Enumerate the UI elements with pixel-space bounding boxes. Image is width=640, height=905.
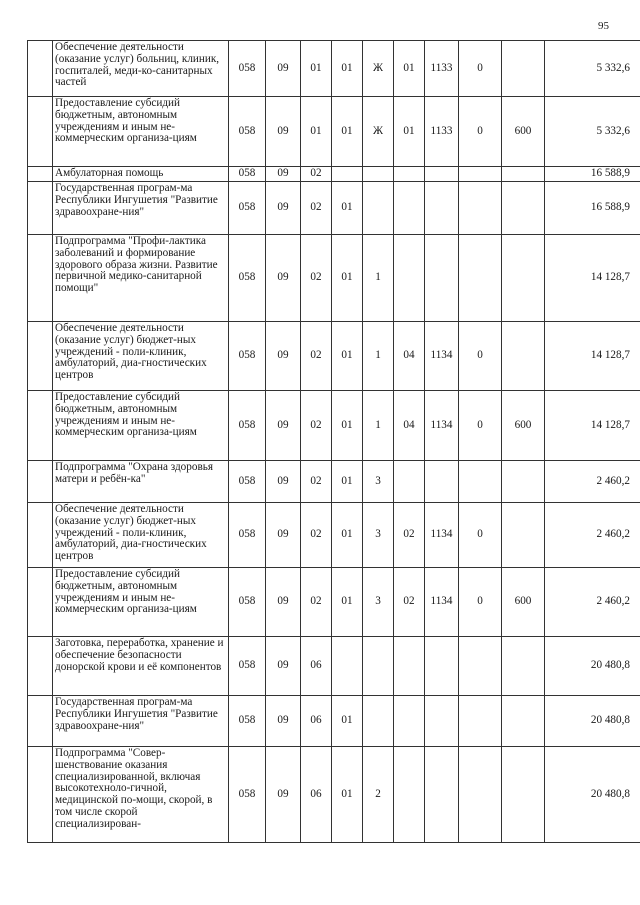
program-cell: 01 [332, 568, 363, 637]
item-name-cell: Обеспечение деятельности (оказание услуг) бюджет-ных учреждений - поли-клиник, амбулаторий, диа-гностических центров [53, 503, 229, 568]
section-cell: 09 [266, 461, 301, 503]
expense-type-cell [502, 167, 545, 182]
item-name-cell: Амбулаторная помощь [53, 167, 229, 182]
national-project-cell: 0 [459, 568, 502, 637]
subprogram-cell: 3 [363, 568, 394, 637]
item-name-cell: Предоставление субсидий бюджетным, автономным учреждениям и иным не-коммерческим организа-циям [53, 97, 229, 167]
section-cell: 09 [266, 235, 301, 322]
ministry-code-cell: 058 [229, 322, 266, 391]
row-marker-cell [28, 637, 53, 696]
subprogram-cell: Ж [363, 97, 394, 167]
subsection-cell: 06 [301, 696, 332, 747]
item-name-cell: Предоставление субсидий бюджетным, автономным учреждениям и иным не-коммерческим организа-циям [53, 391, 229, 461]
subprogram-cell [363, 182, 394, 235]
direction-cell [425, 182, 459, 235]
section-cell: 09 [266, 322, 301, 391]
element-cell: 04 [394, 322, 425, 391]
program-cell: 01 [332, 322, 363, 391]
amount-cell: 5 332,6 [545, 41, 640, 97]
subsection-cell: 01 [301, 97, 332, 167]
amount-cell: 20 480,8 [545, 637, 640, 696]
item-name-cell: Подпрограмма "Профи-лактика заболеваний и формирование здорового образа жизни. Развитие первичной медико-санитарной помощи" [53, 235, 229, 322]
section-cell: 09 [266, 503, 301, 568]
section-cell: 09 [266, 747, 301, 843]
row-marker-cell [28, 97, 53, 167]
subsection-cell: 02 [301, 461, 332, 503]
national-project-cell [459, 461, 502, 503]
subsection-cell: 06 [301, 637, 332, 696]
subsection-cell: 02 [301, 235, 332, 322]
section-cell: 09 [266, 97, 301, 167]
program-cell: 01 [332, 182, 363, 235]
table-row [28, 97, 640, 167]
row-marker-cell [28, 696, 53, 747]
ministry-code-cell: 058 [229, 391, 266, 461]
program-cell: 01 [332, 461, 363, 503]
amount-cell: 2 460,2 [545, 503, 640, 568]
amount-cell: 2 460,2 [545, 461, 640, 503]
national-project-cell [459, 696, 502, 747]
national-project-cell: 0 [459, 503, 502, 568]
national-project-cell [459, 235, 502, 322]
section-cell: 09 [266, 41, 301, 97]
element-cell: 04 [394, 391, 425, 461]
subprogram-cell [363, 167, 394, 182]
subprogram-cell: 3 [363, 503, 394, 568]
expense-type-cell [502, 322, 545, 391]
national-project-cell [459, 167, 502, 182]
row-marker-cell [28, 41, 53, 97]
program-cell: 01 [332, 41, 363, 97]
section-cell: 09 [266, 637, 301, 696]
row-marker-cell [28, 391, 53, 461]
subsection-cell: 02 [301, 182, 332, 235]
direction-cell [425, 461, 459, 503]
table-row [28, 461, 640, 503]
program-cell: 01 [332, 235, 363, 322]
expense-type-cell [502, 235, 545, 322]
amount-cell: 16 588,9 [545, 182, 640, 235]
element-cell [394, 696, 425, 747]
table-row [28, 322, 640, 391]
item-name-cell: Подпрограмма "Совер-шенствование оказания специализированной, включая высокотехноло-гичной, медицинской по-мощи, скорой, в том числе скорой специализирован- [53, 747, 229, 843]
subprogram-cell [363, 637, 394, 696]
direction-cell: 1133 [425, 97, 459, 167]
amount-cell: 14 128,7 [545, 391, 640, 461]
ministry-code-cell: 058 [229, 568, 266, 637]
direction-cell [425, 235, 459, 322]
subprogram-cell [363, 696, 394, 747]
national-project-cell [459, 637, 502, 696]
subprogram-cell: Ж [363, 41, 394, 97]
element-cell: 01 [394, 97, 425, 167]
element-cell [394, 167, 425, 182]
program-cell: 01 [332, 747, 363, 843]
section-cell: 09 [266, 167, 301, 182]
amount-cell: 2 460,2 [545, 568, 640, 637]
subprogram-cell: 2 [363, 747, 394, 843]
program-cell: 01 [332, 503, 363, 568]
ministry-code-cell: 058 [229, 235, 266, 322]
ministry-code-cell: 058 [229, 167, 266, 182]
subprogram-cell: 1 [363, 322, 394, 391]
row-marker-cell [28, 747, 53, 843]
element-cell: 02 [394, 568, 425, 637]
page-number: 95 [598, 20, 609, 32]
table-row [28, 747, 640, 843]
element-cell [394, 235, 425, 322]
expense-type-cell [502, 182, 545, 235]
expense-type-cell [502, 696, 545, 747]
item-name-cell: Обеспечение деятельности (оказание услуг) бюджет-ных учреждений - поли-клиник, амбулаторий, диа-гностических центров [53, 322, 229, 391]
expense-type-cell: 600 [502, 391, 545, 461]
expense-type-cell: 600 [502, 97, 545, 167]
direction-cell: 1133 [425, 41, 459, 97]
national-project-cell [459, 747, 502, 843]
element-cell: 02 [394, 503, 425, 568]
budget-table-body [28, 41, 640, 843]
subsection-cell: 06 [301, 747, 332, 843]
program-cell: 01 [332, 391, 363, 461]
section-cell: 09 [266, 391, 301, 461]
element-cell: 01 [394, 41, 425, 97]
budget-table [27, 40, 640, 843]
item-name-cell: Предоставление субсидий бюджетным, автономным учреждениям и иным не-коммерческим организа-циям [53, 568, 229, 637]
row-marker-cell [28, 322, 53, 391]
section-cell: 09 [266, 182, 301, 235]
subsection-cell: 02 [301, 167, 332, 182]
national-project-cell: 0 [459, 97, 502, 167]
national-project-cell: 0 [459, 322, 502, 391]
direction-cell [425, 696, 459, 747]
ministry-code-cell: 058 [229, 696, 266, 747]
table-row [28, 568, 640, 637]
program-cell: 01 [332, 696, 363, 747]
table-row [28, 182, 640, 235]
table-row [28, 167, 640, 182]
expense-type-cell [502, 461, 545, 503]
amount-cell: 16 588,9 [545, 167, 640, 182]
program-cell: 01 [332, 97, 363, 167]
direction-cell [425, 747, 459, 843]
direction-cell: 1134 [425, 322, 459, 391]
item-name-cell: Государственная програм-ма Республики Ингушетия "Развитие здравоохране-ния" [53, 696, 229, 747]
ministry-code-cell: 058 [229, 461, 266, 503]
subsection-cell: 02 [301, 391, 332, 461]
national-project-cell: 0 [459, 391, 502, 461]
subprogram-cell: 1 [363, 235, 394, 322]
element-cell [394, 461, 425, 503]
subsection-cell: 01 [301, 41, 332, 97]
row-marker-cell [28, 568, 53, 637]
table-row [28, 235, 640, 322]
amount-cell: 5 332,6 [545, 97, 640, 167]
item-name-cell: Государственная програм-ма Республики Ингушетия "Развитие здравоохране-ния" [53, 182, 229, 235]
table-row [28, 391, 640, 461]
amount-cell: 14 128,7 [545, 235, 640, 322]
subsection-cell: 02 [301, 568, 332, 637]
national-project-cell [459, 182, 502, 235]
ministry-code-cell: 058 [229, 637, 266, 696]
national-project-cell: 0 [459, 41, 502, 97]
subprogram-cell: 3 [363, 461, 394, 503]
expense-type-cell [502, 747, 545, 843]
ministry-code-cell: 058 [229, 41, 266, 97]
section-cell: 09 [266, 568, 301, 637]
item-name-cell: Подпрограмма "Охрана здоровья матери и ребён-ка" [53, 461, 229, 503]
direction-cell [425, 637, 459, 696]
row-marker-cell [28, 503, 53, 568]
ministry-code-cell: 058 [229, 182, 266, 235]
amount-cell: 14 128,7 [545, 322, 640, 391]
direction-cell: 1134 [425, 503, 459, 568]
expense-type-cell [502, 41, 545, 97]
subsection-cell: 02 [301, 503, 332, 568]
program-cell [332, 637, 363, 696]
ministry-code-cell: 058 [229, 503, 266, 568]
expense-type-cell [502, 637, 545, 696]
direction-cell: 1134 [425, 391, 459, 461]
element-cell [394, 747, 425, 843]
row-marker-cell [28, 182, 53, 235]
amount-cell: 20 480,8 [545, 747, 640, 843]
table-row [28, 503, 640, 568]
element-cell [394, 637, 425, 696]
row-marker-cell [28, 167, 53, 182]
ministry-code-cell: 058 [229, 747, 266, 843]
program-cell [332, 167, 363, 182]
subprogram-cell: 1 [363, 391, 394, 461]
direction-cell [425, 167, 459, 182]
item-name-cell: Обеспечение деятельности (оказание услуг) больниц, клиник, госпиталей, меди-ко-санитарных частей [53, 41, 229, 97]
ministry-code-cell: 058 [229, 97, 266, 167]
table-row [28, 696, 640, 747]
table-row [28, 41, 640, 97]
expense-type-cell [502, 503, 545, 568]
section-cell: 09 [266, 696, 301, 747]
expense-type-cell: 600 [502, 568, 545, 637]
table-row [28, 637, 640, 696]
element-cell [394, 182, 425, 235]
subsection-cell: 02 [301, 322, 332, 391]
item-name-cell: Заготовка, переработка, хранение и обеспечение безопасности донорской крови и её компонентов [53, 637, 229, 696]
row-marker-cell [28, 461, 53, 503]
direction-cell: 1134 [425, 568, 459, 637]
amount-cell: 20 480,8 [545, 696, 640, 747]
row-marker-cell [28, 235, 53, 322]
